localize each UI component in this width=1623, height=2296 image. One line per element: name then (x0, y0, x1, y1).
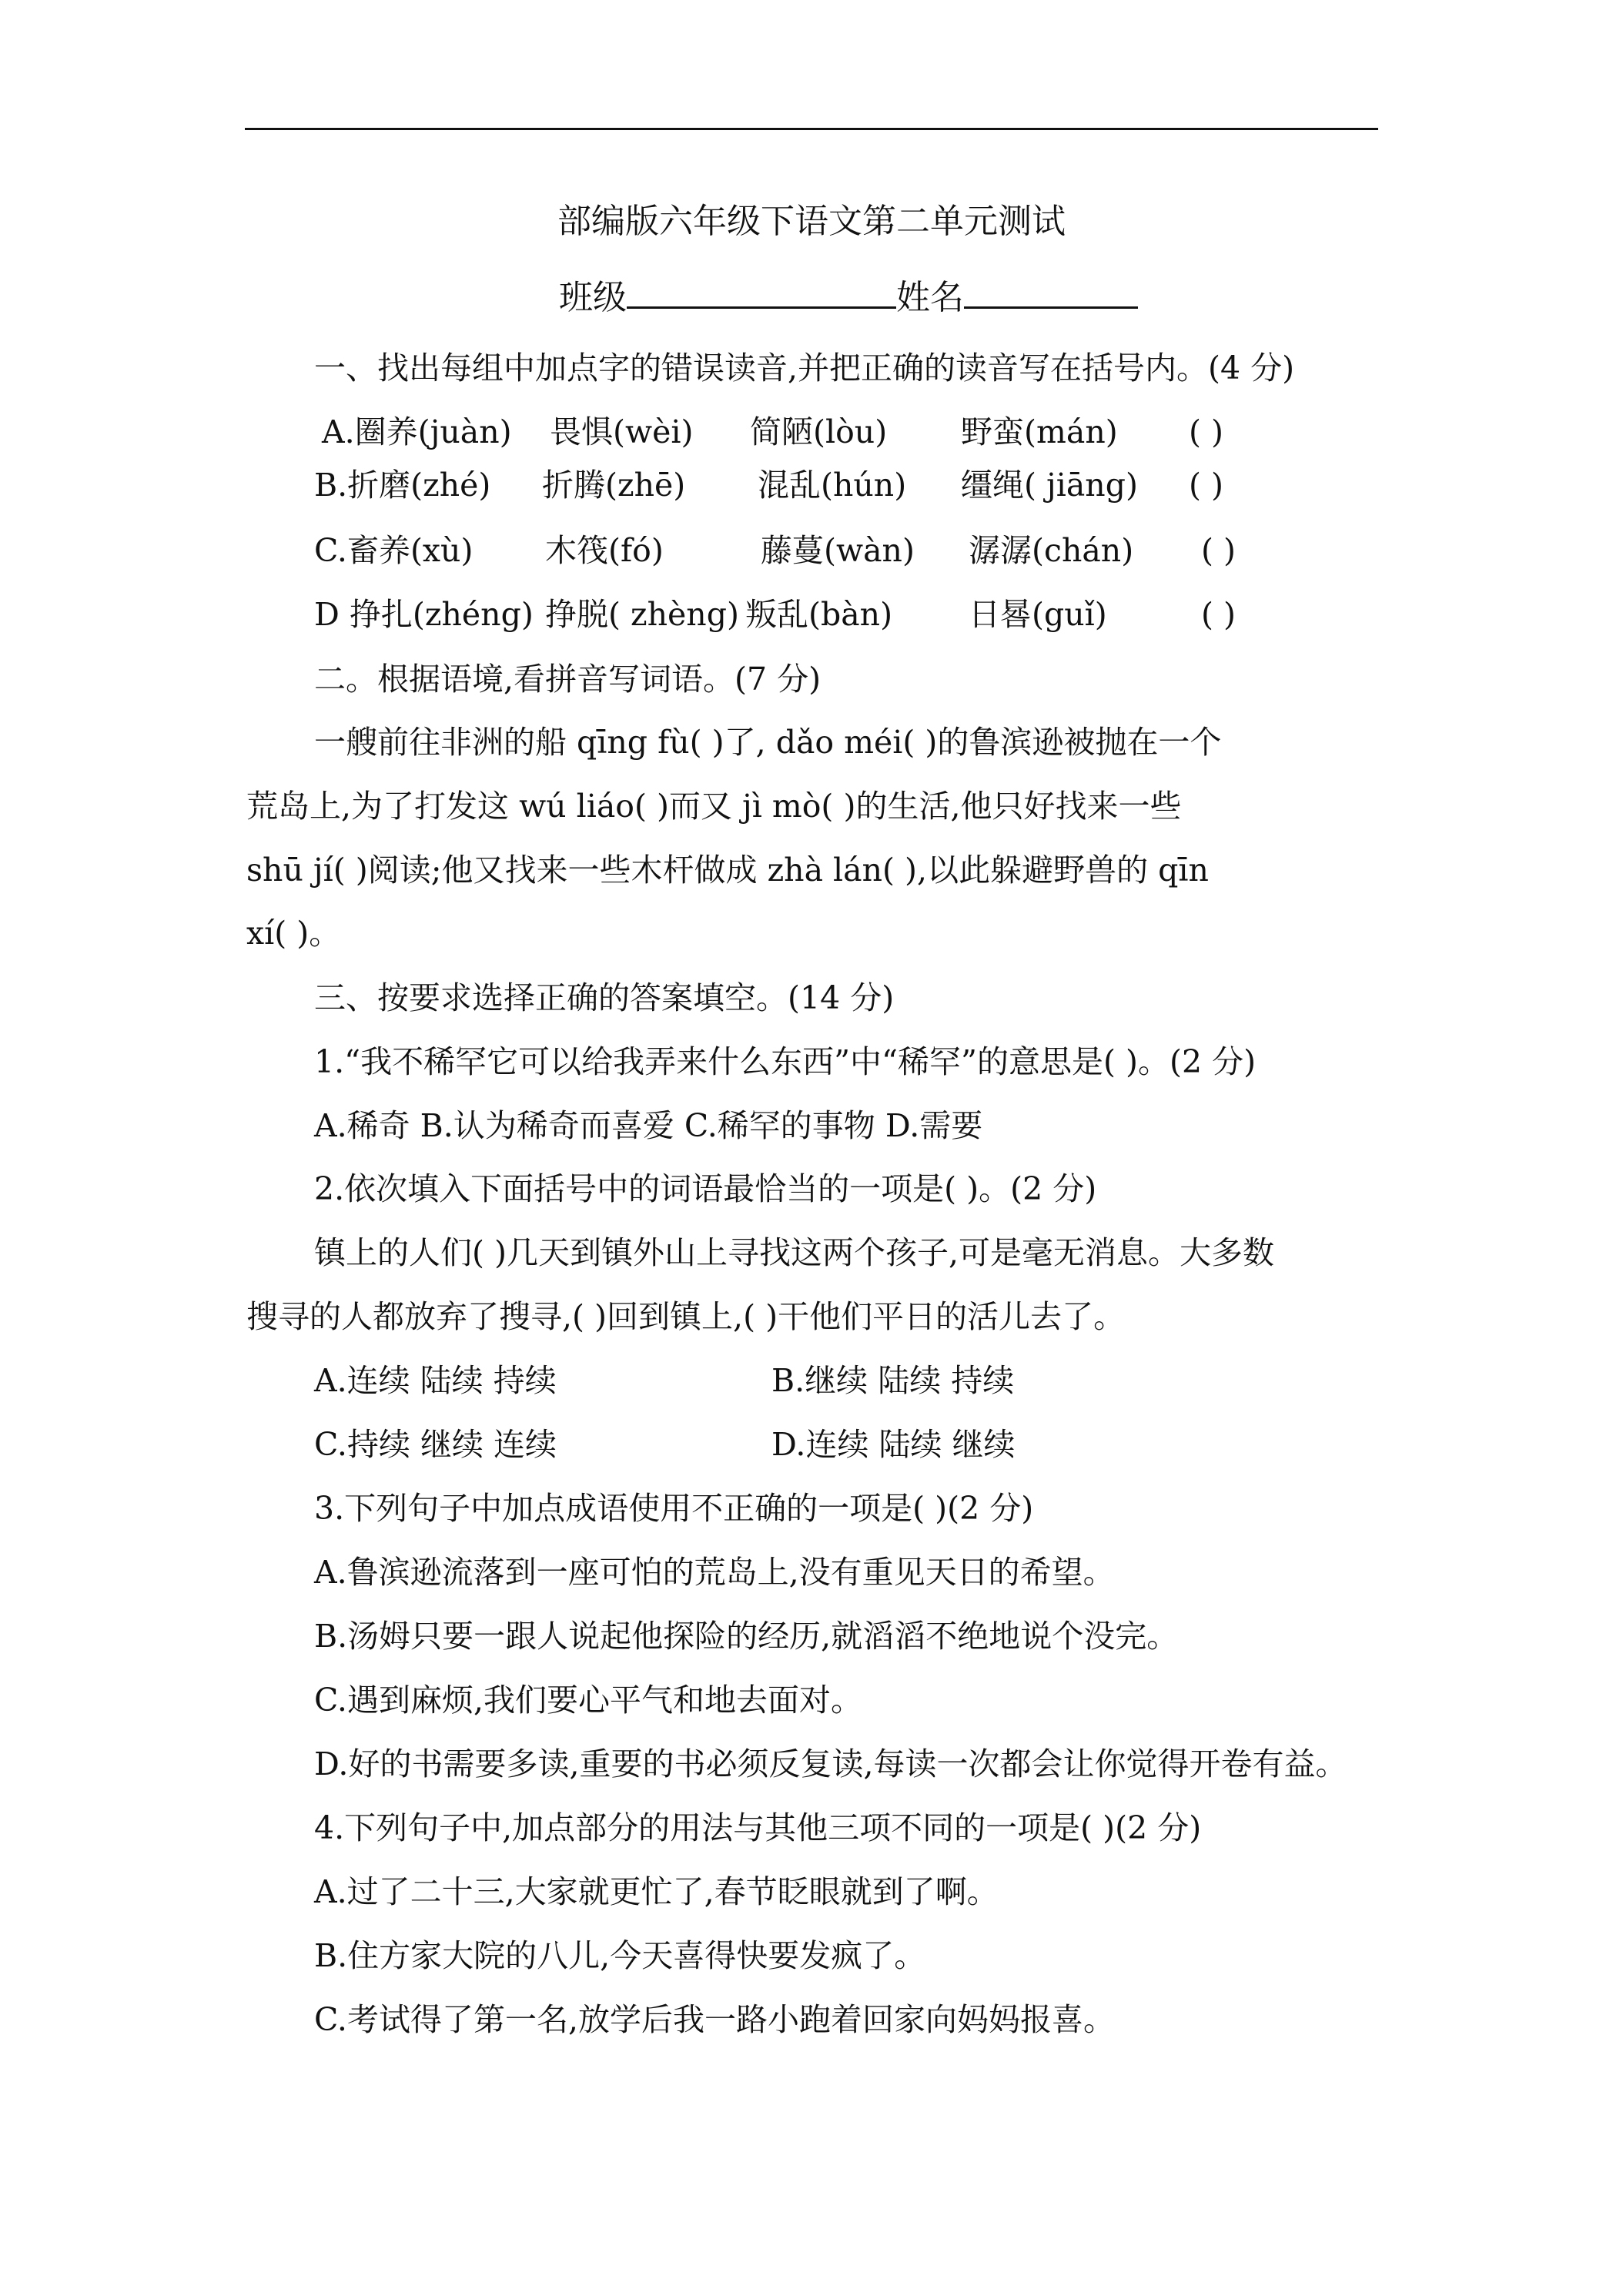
q1-b-item-4: 缰绳( jiāng) (961, 467, 1138, 504)
q1-a-item-2: 畏惧(wèi) (550, 413, 694, 450)
q1-c-item-1: C.畜养(xù) (314, 532, 474, 569)
q1-c-answer[interactable]: ( ) (1201, 532, 1236, 569)
q3-4-option-a: A.过了二十三,大家就更忙了,春节眨眼就到了啊。 (314, 1873, 999, 1910)
q1-d-item-4: 日晷(guǐ) (969, 596, 1107, 633)
q1-b-item-3: 混乱(hún) (758, 467, 907, 504)
q3-2-option-d: D.连续 陆续 继续 (771, 1426, 1016, 1463)
q3-heading: 三、按要求选择正确的答案填空。(14 分) (314, 979, 895, 1016)
class-blank[interactable] (627, 273, 896, 309)
q1-b-item-2: 折腾(zhē) (542, 467, 686, 504)
q3-3-option-a: A.鲁滨逊流落到一座可怕的荒岛上,没有重见天日的希望。 (314, 1554, 1115, 1591)
name-class-line (559, 273, 1138, 318)
q2-line-2: 荒岛上,为了打发这 wú liáo( )而又 jì mò( )的生活,他只好找来一些 (246, 788, 1182, 825)
q3-3-option-b: B.汤姆只要一跟人说起他探险的经历,就滔滔不绝地说个没完。 (314, 1618, 1179, 1655)
q3-2-passage-2: 搜寻的人都放弃了搜寻,( )回到镇上,( )干他们平日的活儿去了。 (246, 1298, 1126, 1335)
q3-1-options: A.稀奇 B.认为稀奇而喜爱 C.稀罕的事物 D.需要 (314, 1107, 983, 1144)
q3-2-option-c: C.持续 继续 连续 (314, 1426, 557, 1463)
q3-2-passage-1: 镇上的人们( )几天到镇外山上寻找这两个孩子,可是毫无消息。大多数 (314, 1234, 1275, 1271)
q1-heading: 一、找出每组中加点字的错误读音,并把正确的读音写在括号内。(4 分) (314, 350, 1295, 387)
name-blank[interactable] (964, 273, 1138, 309)
q2-line-4: xí( )。 (246, 915, 341, 952)
q1-c-item-4: 潺潺(chán) (969, 532, 1134, 569)
q3-4-option-b: B.住方家大院的八儿,今天喜得快要发疯了。 (314, 1937, 926, 1974)
q2-line-3: shū jí( )阅读;他又找来一些木杆做成 zhà lán( ),以此躲避野兽的 qīn (246, 852, 1209, 889)
q1-a-item-3: 简陋(lòu) (750, 413, 888, 450)
class-label: 班级 (559, 278, 627, 317)
q2-line-1: 一艘前往非洲的船 qīng fù( )了, dǎo méi( )的鲁滨逊被抛在一个 (314, 724, 1222, 761)
q3-3-question: 3.下列句子中加点成语使用不正确的一项是( )(2 分) (314, 1490, 1034, 1527)
q1-a-answer[interactable]: ( ) (1189, 413, 1224, 450)
q1-c-item-3: 藤蔓(wàn) (761, 532, 915, 569)
q1-d-answer[interactable]: ( ) (1201, 596, 1236, 633)
q1-a-item-4: 野蛮(mán) (961, 413, 1118, 450)
name-label: 姓名 (896, 278, 964, 317)
q1-b-item-1: B.折磨(zhé) (314, 467, 491, 504)
q2-heading: 二。根据语境,看拼音写词语。(7 分) (314, 661, 822, 698)
q3-3-option-c: C.遇到麻烦,我们要心平气和地去面对。 (314, 1682, 862, 1719)
q1-a-item-1: A.圈养(juàn) (322, 413, 512, 450)
q3-1-question: 1.“我不稀罕它可以给我弄来什么东西”中“稀罕”的意思是( )。(2 分) (314, 1043, 1257, 1080)
q3-2-option-a: A.连续 陆续 持续 (314, 1362, 557, 1399)
q3-4-question: 4.下列句子中,加点部分的用法与其他三项不同的一项是( )(2 分) (314, 1809, 1202, 1846)
q3-2-question: 2.依次填入下面括号中的词语最恰当的一项是( )。(2 分) (314, 1170, 1097, 1207)
q1-d-item-3: 叛乱(bàn) (745, 596, 893, 633)
q1-b-answer[interactable]: ( ) (1189, 467, 1224, 504)
q3-3-option-d: D.好的书需要多读,重要的书必须反复读,每读一次都会让你觉得开卷有益。 (314, 1745, 1347, 1782)
top-rule (245, 128, 1378, 130)
q1-c-item-2: 木筏(fó) (545, 532, 664, 569)
q1-d-item-1: D 挣扎(zhéng) (314, 596, 534, 633)
q1-d-item-2: 挣脱( zhèng) (545, 596, 739, 633)
page-title: 部编版六年级下语文第二单元测试 (557, 202, 1066, 241)
q3-4-option-c: C.考试得了第一名,放学后我一路小跑着回家向妈妈报喜。 (314, 2001, 1115, 2038)
q3-2-option-b: B.继续 陆续 持续 (771, 1362, 1015, 1399)
